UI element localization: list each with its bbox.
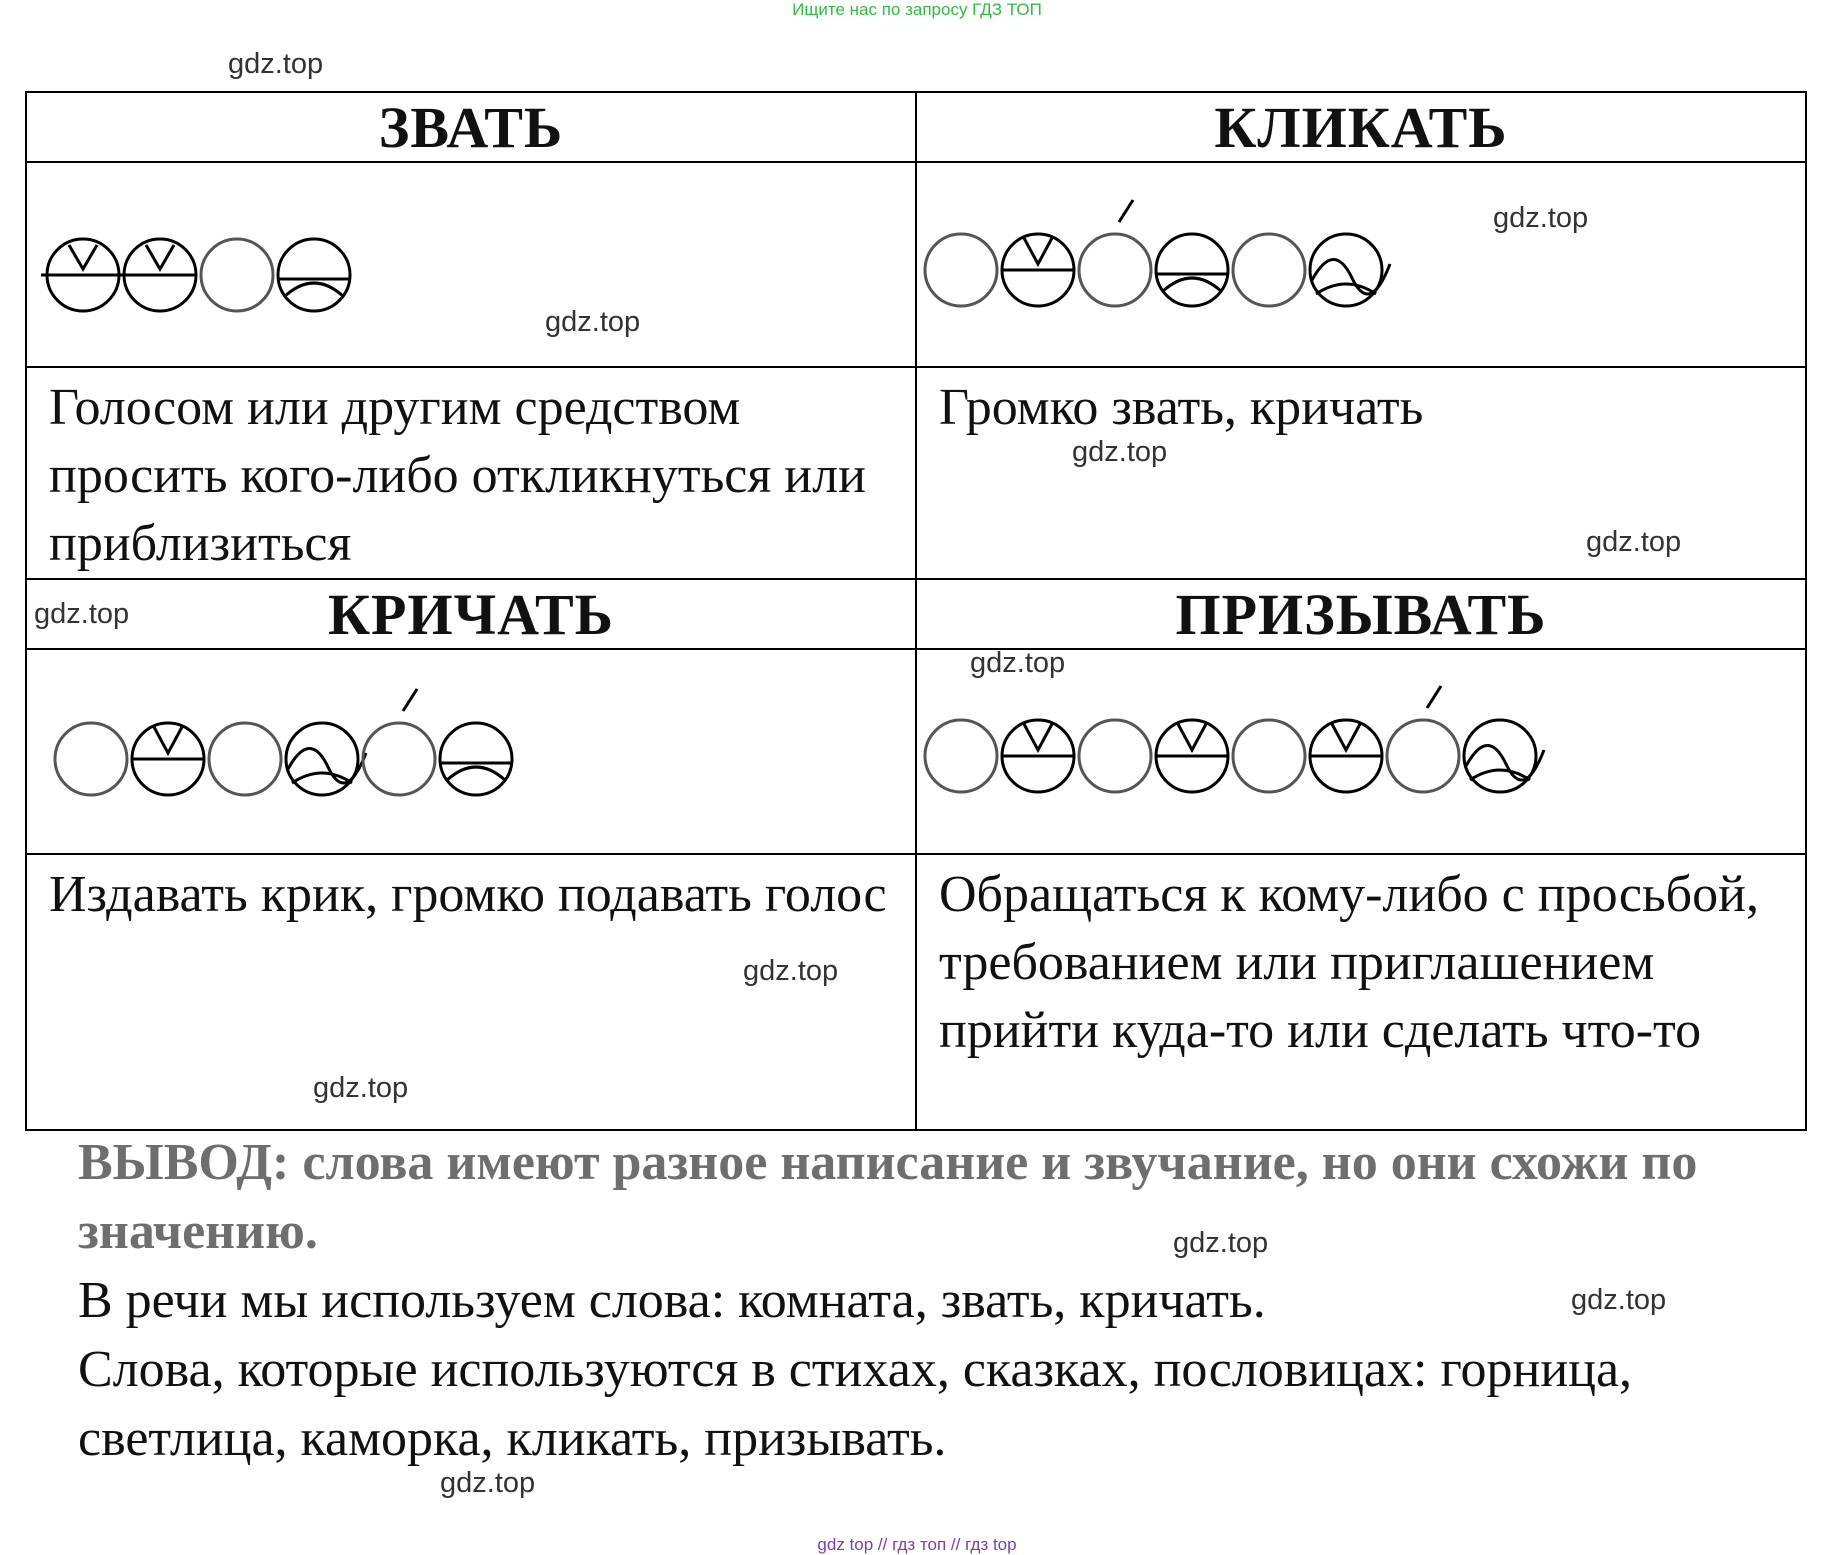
watermark: gdz.top: [313, 1072, 409, 1104]
word-definition: Голосом или другим средством просить кого-либо откликнуться или приблизиться: [26, 367, 916, 579]
watermark: gdz.top: [34, 598, 130, 630]
word-definition: Издавать крик, громко подавать голос: [26, 854, 916, 1130]
scheme-circle-ending: [1156, 234, 1228, 306]
words-table: [25, 91, 1807, 1131]
scheme-circle-suffix: [1310, 234, 1390, 306]
word-heading: ПРИЗЫВАТЬ: [916, 579, 1806, 649]
scheme-circle-root: [209, 723, 281, 795]
scheme-circle-prefix: [132, 723, 204, 795]
scheme-circle-root: [1387, 720, 1459, 792]
sound-scheme: [27, 163, 915, 366]
watermark: gdz.top: [228, 48, 324, 80]
sound-scheme: [27, 650, 915, 853]
scheme-circle-ending: [278, 239, 350, 311]
sound-scheme-cell: [916, 649, 1806, 854]
accent-mark: [403, 689, 417, 711]
watermark: gdz.top: [1493, 202, 1589, 234]
conclusion-text: слова имеют разное написание и звучание, но они схожи по значению.: [78, 1134, 1698, 1260]
conclusion-line: Слова, которые используются в стихах, сказках, пословицах: горница, светлица, каморка, кликать, призывать.: [78, 1341, 1633, 1467]
scheme-circle-root: [1079, 234, 1151, 306]
scheme-circle-prefix: [1156, 720, 1228, 792]
scheme-circle-prefix: [1310, 720, 1382, 792]
watermark: gdz.top: [1072, 436, 1168, 468]
sound-scheme: [917, 650, 1805, 853]
scheme-circle-root: [363, 723, 435, 795]
accent-mark: [1427, 686, 1441, 708]
word-definition: Громко звать, кричать: [916, 367, 1806, 579]
conclusion: [48, 1128, 1788, 1473]
sound-scheme-cell: [26, 162, 916, 367]
conclusion-line: В речи мы используем слова: комната, звать, кричать.: [78, 1272, 1266, 1329]
scheme-circle-root: [925, 234, 997, 306]
scheme-circle-root: [1233, 720, 1305, 792]
sound-scheme-cell: [26, 649, 916, 854]
scheme-circle-root-prefix: [118, 239, 196, 311]
sound-scheme-cell: [916, 162, 1806, 367]
watermark: gdz.top: [743, 955, 839, 987]
watermark: gdz.top: [440, 1467, 536, 1499]
scheme-circle-root: [55, 723, 127, 795]
scheme-circle-suffix: [286, 723, 366, 795]
scheme-circle-suffix: [1464, 720, 1544, 792]
watermark: gdz.top: [1586, 526, 1682, 558]
watermark: gdz.top: [545, 306, 641, 338]
top-banner: Ищите нас по запросу ГДЗ ТОП: [792, 0, 1042, 19]
scheme-circle-root-prefix: [41, 239, 119, 311]
word-definition: Обращаться к кому-либо с просьбой, требованием или приглашением прийти куда-то или сделать что-то: [916, 854, 1806, 1130]
scheme-circle-ending: [440, 723, 512, 795]
scheme-circle-root: [1079, 720, 1151, 792]
scheme-circle-prefix: [1002, 234, 1074, 306]
scheme-circle-root: [925, 720, 997, 792]
word-heading: КЛИКАТЬ: [916, 92, 1806, 162]
watermark: gdz.top: [1173, 1227, 1269, 1259]
watermark: gdz.top: [970, 647, 1066, 679]
word-heading: ЗВАТЬ: [26, 92, 916, 162]
word-heading: КРИЧАТЬ: [26, 579, 916, 649]
watermark: gdz.top: [1571, 1284, 1667, 1316]
scheme-circle-root: [1233, 234, 1305, 306]
scheme-circle-root: [201, 239, 273, 311]
scheme-circle-prefix: [1002, 720, 1074, 792]
bottom-banner: gdz top // гдз топ // гдз top: [817, 1535, 1017, 1554]
sound-scheme: [917, 163, 1805, 366]
accent-mark: [1119, 200, 1133, 222]
conclusion-label: ВЫВОД:: [78, 1134, 290, 1191]
